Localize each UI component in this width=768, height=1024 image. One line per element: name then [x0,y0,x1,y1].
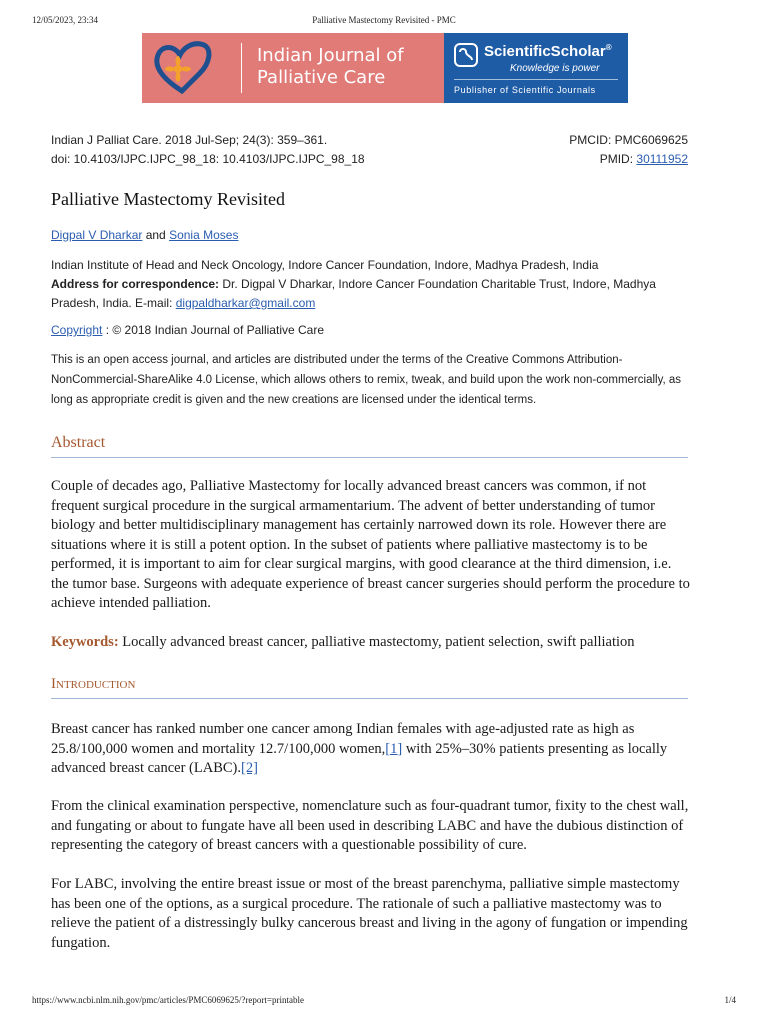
keywords-label: Keywords: [51,634,119,650]
banner-divider [241,43,242,93]
email-link[interactable]: digpaldharkar@gmail.com [175,296,316,310]
correspondence-label: Address for correspondence: [51,277,220,291]
publisher-subtitle: Publisher of Scientific Journals [454,85,596,95]
pmid-link[interactable]: 30111952 [636,152,688,166]
author-link-moses[interactable]: Sonia Moses [169,228,239,242]
author-separator: and [142,228,170,242]
reference-link-2[interactable]: [2] [241,760,258,776]
copyright-text: : © 2018 Indian Journal of Palliative Care [102,323,324,337]
article-title: Palliative Mastectomy Revisited [51,189,285,209]
journal-name-line2: Palliative Care [257,67,386,88]
intro-paragraph-3: For LABC, involving the entire breast issue or most of the breast parenchyma, palliative simple mastectomy has been one of the options, as a surgical procedure. The rationale of such a palliative mastectomy was to relieve the patient of a distressingly bulky cancerous breast and living in the agony of fungation or impending fungation. [51,876,688,951]
copyright-line [51,323,324,337]
citation: Indian J Palliat Care. 2018 Jul-Sep; 24(3): 359–361. [51,133,328,147]
author-list [51,228,238,242]
print-page-title: Palliative Mastectomy Revisited - PMC [312,15,456,25]
abstract-text: Couple of decades ago, Palliative Mastectomy for locally advanced breast cancers was common, if not frequent surgical procedure in the surgical armamentarium. The advent of better understanding of tumor biology and better multidisciplinary management has certainly narrowed down its role. However there are situations where it is still a potent option. In the subset of patients where palliative mastectomy is to be performed, it is important to aim for clear surgical margins, with good clearance at the third dimension, i.e. the tumor base. Surgeons with adequate experience of breast cancer surgeries should perform the procedure to achieve intended palliation. [51,478,690,611]
publisher-logo-icon [454,43,478,67]
pmid-label: PMID: [599,152,637,166]
publisher-rule [454,79,618,80]
pmid [600,152,688,166]
journal-heart-logo-icon [150,39,214,97]
affiliation: Indian Institute of Head and Neck Oncology, Indore Cancer Foundation, Indore, Madhya Pradesh, India [51,258,599,272]
pmcid: PMCID: PMC6069625 [569,133,688,147]
affiliation-block [51,256,691,313]
copyright-link[interactable]: Copyright [51,323,103,337]
correspondence-text: Dr. Digpal V Dharkar, Indore Cancer Foundation Charitable Trust, Indore, Madhya Pradesh, India. E-mail: [51,277,656,310]
journal-name [257,45,404,89]
publisher-tagline: Knowledge is power [510,63,600,74]
journal-name-line1: Indian Journal of [257,45,404,66]
correspondence [51,275,691,313]
license-text: This is an open access journal, and articles are distributed under the terms of the Creative Commons Attribution-NonCommercial-ShareAlike 4.0 License, which allows others to remix, tweak, and build upon the work non-commercially, as long as appropriate credit is given and the new creations are licensed under the identical terms. [51,354,682,406]
keywords [51,633,691,653]
doi: doi: 10.4103/IJPC.IJPC_98_18: 10.4103/IJPC.IJPC_98_18 [51,152,365,166]
abstract-heading: Abstract [51,434,688,458]
intro-paragraph-2: From the clinical examination perspective, nomenclature such as four-quadrant tumor, fixity to the chest wall, and fungating or about to fungate have all been used in describing LABC and have the dubious distinction of representing the category of breast cancers with a questionable possibility of cure. [51,798,689,853]
introduction-heading: Introduction [51,676,688,699]
publisher-name: ScientificScholar® [484,43,612,60]
print-datetime: 12/05/2023, 23:34 [32,15,99,25]
reference-link-1[interactable]: [1] [385,740,403,757]
intro-paragraph-1: Breast cancer has ranked number one cancer among Indian females with age-adjusted rate as high as 25.8/100,000 women and mortality 12.7/100,000 women,[1] with 25%–30% patients presenting as locally advanced breast cancer (LABC).[2] [51,721,668,776]
publisher-registered: ® [605,43,612,52]
keywords-text: Locally advanced breast cancer, palliative mastectomy, patient selection, swift palliation [118,634,635,650]
footer-url: https://www.ncbi.nlm.nih.gov/pmc/articles/PMC6069625/?report=printable [32,995,304,1005]
journal-banner-left [142,33,444,103]
journal-banner[interactable] [142,33,628,103]
footer-page-number: 1/4 [724,995,736,1005]
author-link-dharkar[interactable]: Digpal V Dharkar [51,228,143,242]
publisher-banner [444,33,628,103]
